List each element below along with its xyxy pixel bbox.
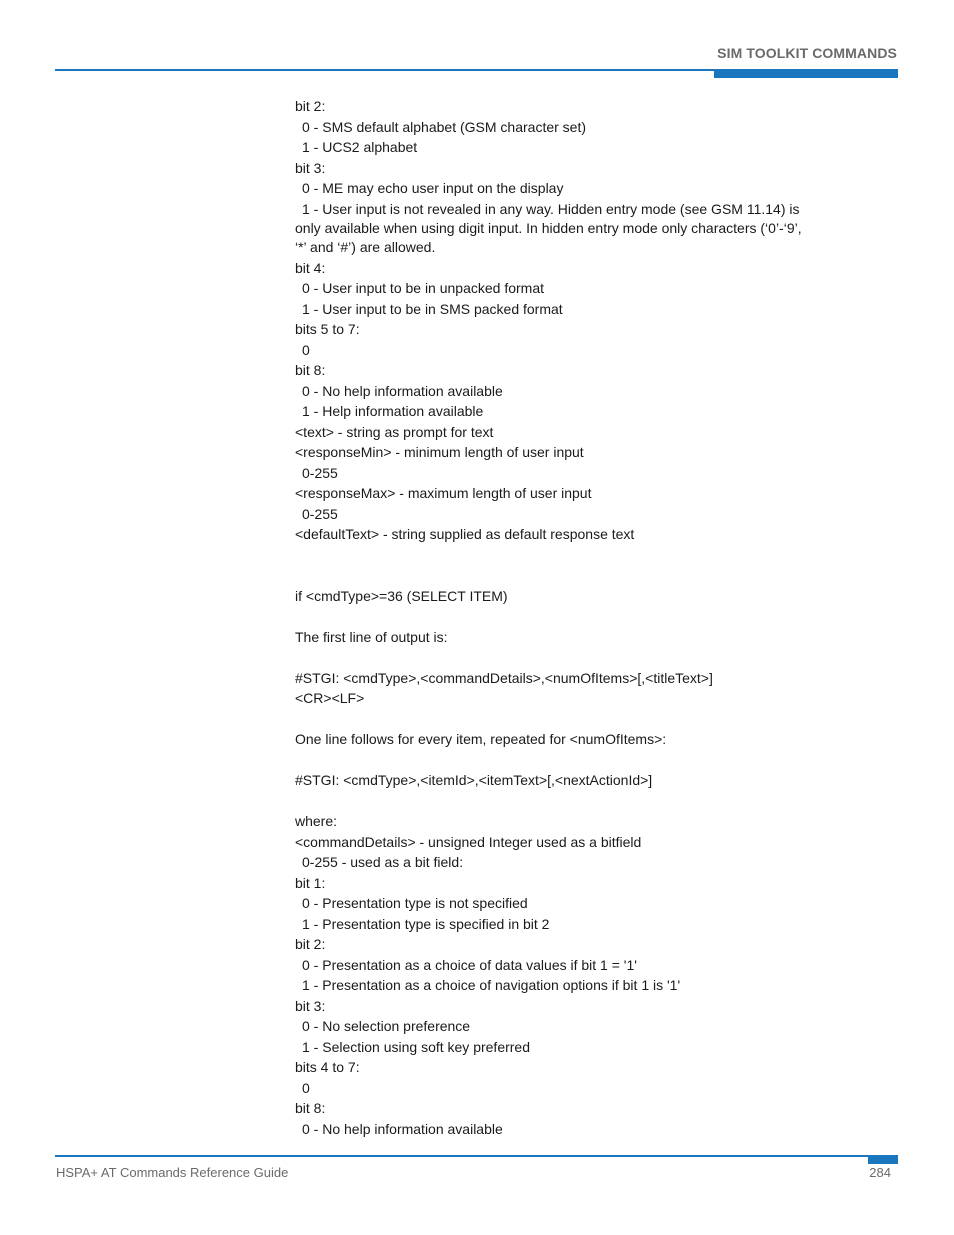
- spacer: [295, 545, 815, 586]
- text-line: 1 - User input to be in SMS packed format: [302, 300, 563, 317]
- text-line: bits 5 to 7:: [295, 321, 360, 337]
- text-line: 1 - Presentation as a choice of navigation options if bit 1 is '1': [302, 977, 681, 993]
- text-line: One line follows for every item, repeated for <numOfItems>:: [295, 731, 667, 747]
- text-line: bit 2:: [295, 936, 326, 952]
- text-line: 0 - No help information available: [302, 382, 503, 399]
- text-line: #STGI: <cmdType>,<itemId>,<itemText>[,<nextActionId>]: [295, 772, 653, 788]
- text-line: 0 - Presentation type is not specified: [302, 895, 528, 911]
- spacer: [295, 791, 815, 812]
- text-line: bit 3:: [295, 997, 326, 1014]
- text-line: 0 - No help information available: [302, 1120, 503, 1137]
- text-line: <text> - string as prompt for text: [295, 423, 494, 440]
- footer-document-title: HSPA+ AT Commands Reference Guide: [56, 1165, 289, 1180]
- text-line: bits 4 to 7:: [295, 1059, 360, 1075]
- text-line: where:: [295, 813, 338, 829]
- text-line: <defaultText> - string supplied as default response text: [295, 526, 635, 542]
- text-line: 0 - User input to be in unpacked format: [302, 280, 545, 296]
- text-line: 1 - Presentation type is specified in bit 2: [302, 915, 550, 932]
- text-line: bit 2:: [295, 98, 326, 114]
- text-line: 1 - Help information available: [302, 403, 484, 419]
- text-line: 1 - UCS2 alphabet: [302, 139, 418, 155]
- text-line: bit 3:: [295, 159, 326, 176]
- text-line: bit 1:: [295, 874, 326, 891]
- text-line: 0-255: [302, 505, 338, 522]
- footer-rule: [55, 1155, 898, 1157]
- text-line: 1 - Selection using soft key preferred: [302, 1038, 531, 1055]
- spacer: [295, 647, 815, 668]
- spacer: [295, 606, 815, 627]
- spacer: [295, 750, 815, 771]
- page-number: 284: [869, 1165, 891, 1180]
- text-line: <responseMax> - maximum length of user input: [295, 485, 592, 501]
- text-line: 0-255: [302, 464, 338, 481]
- text-line: bit 8:: [295, 362, 326, 378]
- running-header-title: SIM TOOLKIT COMMANDS: [717, 45, 897, 61]
- text-line: 1 - User input is not revealed in any way. Hidden entry mode (see GSM 11.14) is only available when using digit input. In hidden entry mode only characters (‘0’-‘9’, ‘*’ and ‘#’) are allowed.: [295, 200, 806, 255]
- text-line: 0 - SMS default alphabet (GSM character set): [302, 118, 587, 135]
- text-line: <commandDetails> - unsigned Integer used as a bitfield: [295, 833, 642, 850]
- text-line: bit 4:: [295, 259, 326, 276]
- text-line: bit 8:: [295, 1100, 326, 1116]
- text-line: 0 - No selection preference: [302, 1018, 471, 1034]
- body-text: [295, 96, 815, 1139]
- text-line: <responseMin> - minimum length of user input: [295, 444, 584, 460]
- spacer: [295, 709, 815, 730]
- text-line: 0: [302, 341, 310, 358]
- text-line: 0 - Presentation as a choice of data values if bit 1 = '1': [302, 956, 637, 973]
- text-line: 0-255 - used as a bit field:: [302, 854, 464, 870]
- text-line: #STGI: <cmdType>,<commandDetails>,<numOfItems>[,<titleText>]: [295, 669, 713, 686]
- text-line: 0 - ME may echo user input on the display: [302, 180, 564, 196]
- text-line: 0: [302, 1079, 310, 1096]
- text-line: The first line of output is:: [295, 628, 448, 645]
- footer-accent-bar: [868, 1155, 898, 1164]
- text-line: if <cmdType>=36 (SELECT ITEM): [295, 587, 508, 604]
- header-accent-bar: [714, 69, 898, 78]
- text-line: <CR><LF>: [295, 690, 365, 706]
